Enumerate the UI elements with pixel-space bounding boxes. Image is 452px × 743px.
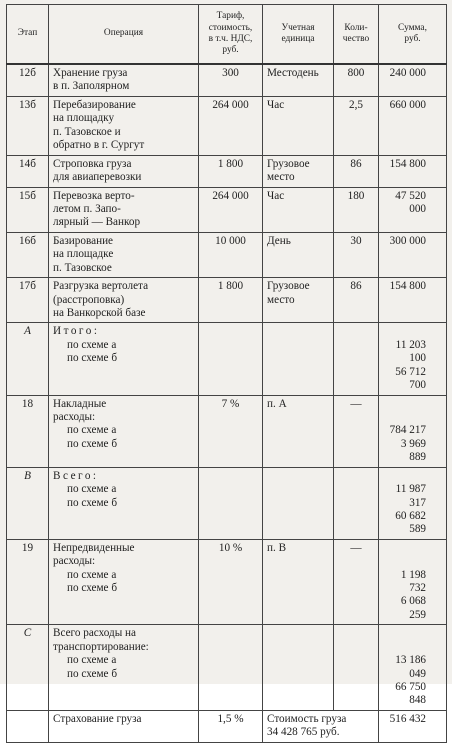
- row-sum: 784 217 3 969 889: [379, 395, 447, 467]
- row-stage: 18: [7, 395, 49, 467]
- table-header-row: [7, 5, 447, 65]
- row-operation: Непредвиденные расходы: по схеме а по схеме б: [49, 539, 199, 625]
- row-unit: Час: [263, 96, 334, 155]
- row-sum: 516 432: [379, 710, 447, 742]
- row-unit: Местодень: [263, 64, 334, 96]
- row-qty: 86: [334, 278, 379, 323]
- header-qty: Коли- чество: [334, 5, 379, 65]
- row-sum: 13 186 049 66 750 848: [379, 625, 447, 711]
- total-row-b: [7, 467, 447, 539]
- row-unit: п. В: [263, 539, 334, 625]
- row-sum: 154 800: [379, 278, 447, 323]
- table-row: [7, 64, 447, 96]
- row-operation: Перевозка верто- летом п. Запо- лярный — Ванкор: [49, 187, 199, 232]
- header-sum: Сумма, руб.: [379, 5, 447, 65]
- row-stage: 15б: [7, 187, 49, 232]
- row-operation: Разгрузка вертолета (расстроповка) на Ванкорской базе: [49, 278, 199, 323]
- row-sum: 47 520 000: [379, 187, 447, 232]
- row-stage: В: [7, 467, 49, 539]
- row-operation: Строповка груза для авиаперевозки: [49, 155, 199, 187]
- row-stage: 16б: [7, 232, 49, 277]
- row-operation: Базирование на площадке п. Тазовское: [49, 232, 199, 277]
- table-row: [7, 96, 447, 155]
- row-stage: 12б: [7, 64, 49, 96]
- row-operation: Накладные расходы: по схеме а по схеме б: [49, 395, 199, 467]
- row-unit: Грузовое место: [263, 278, 334, 323]
- row-sum: 660 000: [379, 96, 447, 155]
- table-row: [7, 232, 447, 277]
- row-sum: 240 000: [379, 64, 447, 96]
- row-qty: —: [334, 395, 379, 467]
- row-sum: 154 800: [379, 155, 447, 187]
- row-stage: 13б: [7, 96, 49, 155]
- header-operation: Операция: [49, 5, 199, 65]
- row-rate: 300: [199, 64, 263, 96]
- row-qty: 86: [334, 155, 379, 187]
- row-operation: Страхование груза: [49, 710, 199, 742]
- row-stage: 17б: [7, 278, 49, 323]
- row-sum: 11 203 100 56 712 700: [379, 323, 447, 395]
- row-operation: Всего расходы на транспортирование: по схеме а по схеме б: [49, 625, 199, 711]
- unforeseen-row: [7, 539, 447, 625]
- row-stage: 14б: [7, 155, 49, 187]
- row-rate: 10 000: [199, 232, 263, 277]
- overhead-row: [7, 395, 447, 467]
- row-rate: 10 %: [199, 539, 263, 625]
- table-row: [7, 187, 447, 232]
- row-unit: День: [263, 232, 334, 277]
- row-sum: 300 000: [379, 232, 447, 277]
- row-unit: Час: [263, 187, 334, 232]
- row-qty: 2,5: [334, 96, 379, 155]
- row-operation: Хранение груза в п. Заполярном: [49, 64, 199, 96]
- table-row: [7, 155, 447, 187]
- total-row-c: [7, 625, 447, 711]
- row-sum: 1 198 732 6 068 259: [379, 539, 447, 625]
- row-unit: Стоимость груза 34 428 765 руб.: [263, 710, 379, 742]
- row-unit: Грузовое место: [263, 155, 334, 187]
- header-stage: Этап: [7, 5, 49, 65]
- row-sum: 11 987 317 60 682 589: [379, 467, 447, 539]
- row-rate: 1 800: [199, 155, 263, 187]
- row-rate: 264 000: [199, 187, 263, 232]
- header-unit: Учетная единица: [263, 5, 334, 65]
- row-rate: 264 000: [199, 96, 263, 155]
- row-qty: 180: [334, 187, 379, 232]
- row-qty: 800: [334, 64, 379, 96]
- row-operation: Всего: по схеме а по схеме б: [49, 467, 199, 539]
- row-rate: 1 800: [199, 278, 263, 323]
- row-rate: 1,5 %: [199, 710, 263, 742]
- row-stage: А: [7, 323, 49, 395]
- insurance-row: [7, 710, 447, 742]
- row-stage: С: [7, 625, 49, 711]
- row-operation: Перебазирование на площадку п. Тазовское и обратно в г. Сургут: [49, 96, 199, 155]
- total-row-a: [7, 323, 447, 395]
- row-qty: —: [334, 539, 379, 625]
- row-rate: 7 %: [199, 395, 263, 467]
- table-row: [7, 278, 447, 323]
- header-rate: Тариф, стоимость, в т.ч. НДС, руб.: [199, 5, 263, 65]
- row-stage: 19: [7, 539, 49, 625]
- row-operation: Итого: по схеме а по схеме б: [49, 323, 199, 395]
- row-unit: п. А: [263, 395, 334, 467]
- row-qty: 30: [334, 232, 379, 277]
- cost-table: [6, 4, 447, 743]
